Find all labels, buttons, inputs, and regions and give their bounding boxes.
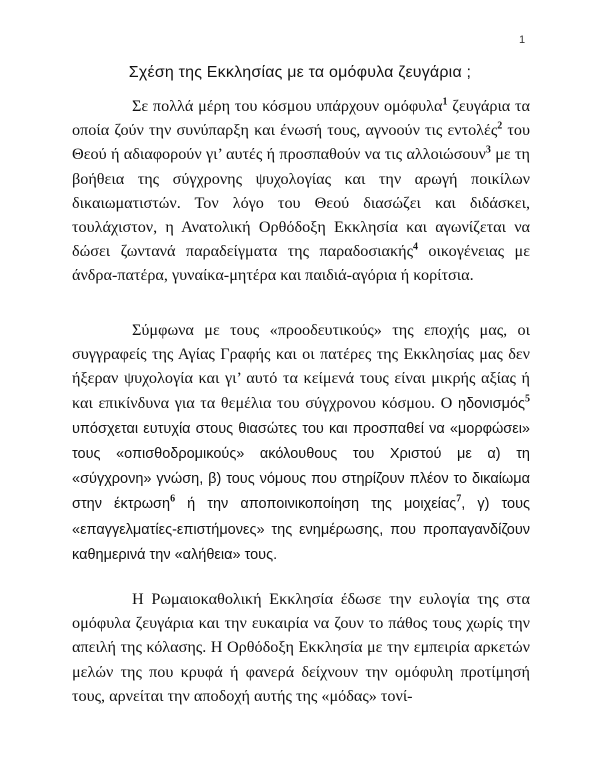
paragraph-text: , γ) τους «επαγγελματίες-επιστήμονες» της ενημέρωσης, που προπαγανδίζουν καθημερινά την «αλήθεια» τους. [72, 496, 530, 563]
paragraph-text: ή την αποποινικοποίηση της μοιχείας [175, 496, 457, 513]
paragraph-text: Σύμφωνα με τους «προοδευτικούς» της εποχής μας, οι συγγραφείς της Αγίας Γραφής και οι πατέρες της Εκκλησίας μας δεν ήξεραν ψυχολογία και γι’ αυτό τα κείμενά τους είναι μικρής αξίας ή και επικίνδυνα για τα θεμέλια του σύγχρονου κόσμου. Ο [72, 321, 530, 412]
footnote-ref-5[interactable]: 5 [525, 393, 530, 405]
footnote-ref-1[interactable]: 1 [442, 96, 448, 108]
paragraph-1 [72, 94, 530, 288]
paragraph-2 [72, 318, 530, 567]
document-title: Σχέση της Εκκλησίας με τα ομόφυλα ζευγάρια ; [128, 64, 472, 81]
paragraph-text: ζευγάρια τα οποία ζούν την συνύπαρξη και ένωσή τους, αγνοούν τις εντολές [72, 97, 530, 140]
paragraph-text: ηδονισμός [457, 395, 525, 412]
footnote-ref-4[interactable]: 4 [412, 241, 418, 253]
paragraph-text: Η Ρωμαιοκαθολική Εκκλησία έδωσε την ευλογία της στα ομόφυλα ζευγάρια και την ευκαιρία να ζουν το πάθος τους χωρίς την απειλή της κόλασης. Η Ορθόδοξη Εκκλησία με την εμπειρία αρκετών μελών της που κρυφά ή φανερά δείχνουν την ομόφυλη προτίμησή τους, αρνείται την αποδοχή αυτής της «μόδας» τονί- [72, 590, 530, 705]
footnote-ref-7[interactable]: 7 [456, 494, 462, 506]
footnote-ref-6[interactable]: 6 [170, 494, 176, 506]
page-number: 1 [519, 34, 526, 46]
paragraph-3 [72, 587, 530, 708]
paragraph-text: του Θεού ή αδιαφορούν γι’ αυτές ή προσπαθούν να τις αλλοιώσουν [72, 121, 530, 164]
paragraph-text: Σε πολλά μέρη του κόσμου υπάρχουν ομόφυλα [132, 97, 443, 115]
paragraph-text: υπόσχεται ευτυχία στους θιασώτες του και προσπαθεί να «μορφώσει» τους «οπισθοδρομικούς» ακόλουθους του Χριστού με α) τη «σύγχρονη» γνώση, β) τους νόμους που στηρίζουν πλέον το δικαίωμα στην έκτρωση [72, 420, 530, 513]
footnote-ref-3[interactable]: 3 [485, 145, 491, 157]
paragraph-text: με τη βοήθεια της σύγχρονης ψυχολογίας και την αρωγή ποικίλων δικαιωματιστών. Τον λόγο του Θεού διασώζει και διδάσκει, τουλάχιστον, η Ανατολική Ορθόδοξη Εκκλησία και αγωνίζεται να δώσει ζωντανά παραδείγματα της παραδοσιακής [72, 145, 530, 261]
paragraph-text: οικογένειας με άνδρα-πατέρα, γυναίκα-μητέρα και παιδιά-αγόρια ή κορίτσια. [72, 242, 530, 285]
footnote-ref-2[interactable]: 2 [497, 120, 503, 132]
